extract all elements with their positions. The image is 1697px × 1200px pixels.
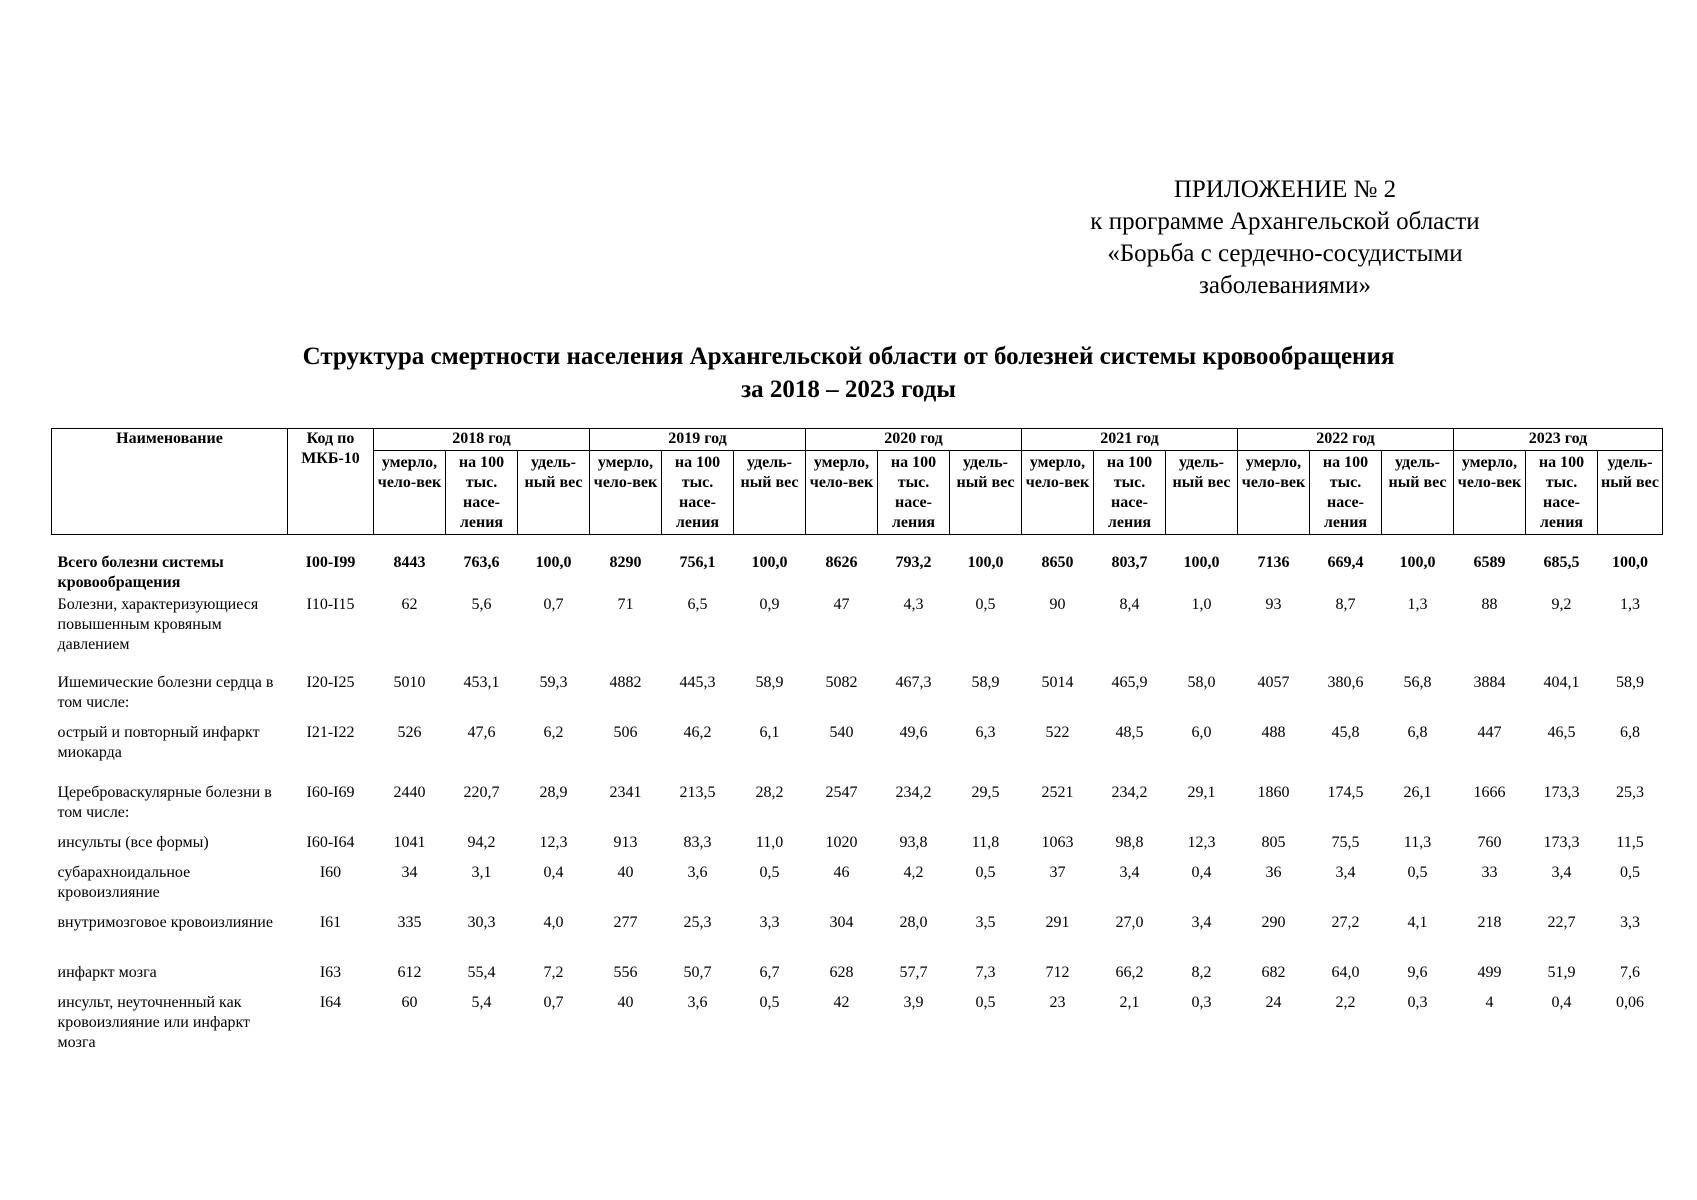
row-value: 5,4 [471,993,492,1011]
table-row [52,783,1663,833]
row-value: 499 [1477,963,1502,981]
row-value: 0,9 [759,595,780,613]
row-value: 291 [1045,913,1070,931]
row-value: 1666 [1473,783,1506,801]
row-value: 9,6 [1407,963,1428,981]
row-value: 8290 [609,554,642,571]
mortality-table [51,428,1663,1053]
row-value: 3884 [1473,673,1506,691]
row-name: Болезни, характеризующиеся повышенным кровяным давлением [57,595,259,653]
row-value: 100,0 [967,554,1004,571]
row-value: 4882 [609,673,642,691]
row-value: 28,0 [899,913,928,931]
table-row [52,863,1663,913]
row-value: 11,0 [755,833,784,851]
row-value: 6,7 [759,963,780,981]
row-code: I00-I99 [305,554,356,571]
row-value: 0,5 [759,993,780,1011]
row-name: острый и повторный инфаркт миокарда [57,723,260,761]
row-value: 173,3 [1543,833,1580,851]
row-value: 3,6 [687,863,708,881]
row-value: 83,3 [683,833,712,851]
sub-header: удель-ный вес [518,451,590,535]
row-value: 12,3 [1187,833,1216,851]
row-value: 7,2 [543,963,564,981]
header-year: 2019 год [590,429,806,451]
row-value: 12,3 [539,833,568,851]
row-value: 685,5 [1543,554,1580,571]
row-value: 5014 [1041,673,1074,691]
row-value: 0,5 [1620,863,1640,881]
row-value: 23 [1049,993,1066,1011]
appendix-line: заболеваниями» [1199,272,1371,299]
row-value: 100,0 [1612,554,1648,571]
header-year: 2018 год [374,429,590,451]
row-value: 669,4 [1327,554,1364,571]
row-value: 58,9 [1616,673,1644,691]
appendix-line: «Борьба с сердечно-сосудистыми [1107,240,1463,267]
row-value: 805 [1261,833,1286,851]
sub-header: умерло, чело-век [1238,451,1310,535]
table-row [52,963,1663,993]
row-value: 94,2 [467,833,496,851]
row-value: 11,3 [1403,833,1432,851]
row-value: 4,2 [903,863,924,881]
row-value: 45,8 [1331,723,1360,741]
row-code: I20-I25 [306,673,355,691]
row-value: 40 [617,863,634,881]
table-row [52,913,1663,963]
row-value: 48,5 [1115,723,1144,741]
row-value: 3,3 [1620,913,1640,931]
appendix-line: к программе Архангельской области [1090,208,1480,235]
row-value: 51,9 [1547,963,1576,981]
row-value: 793,2 [895,554,932,571]
row-value: 1,3 [1407,595,1428,613]
row-value: 213,5 [679,783,716,801]
row-value: 7136 [1257,554,1290,571]
sub-header: на 100 тыс. насе-ления [446,451,518,535]
table-row [52,595,1663,673]
row-value: 218 [1477,913,1502,931]
row-value: 55,4 [467,963,496,981]
row-value: 24 [1265,993,1282,1011]
row-value: 220,7 [463,783,500,801]
row-value: 8626 [825,554,858,571]
row-value: 540 [829,723,854,741]
row-value: 628 [829,963,854,981]
row-value: 8,7 [1335,595,1356,613]
header-year: 2021 год [1022,429,1238,451]
row-value: 58,9 [971,673,1000,691]
row-name: субарахноидальное кровоизлияние [57,863,191,901]
row-value: 46,2 [683,723,712,741]
row-value: 465,9 [1111,673,1148,691]
header-year: 2020 год [806,429,1022,451]
appendix-line: ПРИЛОЖЕНИЕ № 2 [1173,176,1397,203]
row-name: Ишемические болезни сердца в том числе: [57,673,274,711]
row-value: 304 [829,913,854,931]
row-value: 445,3 [679,673,716,691]
sub-header: на 100 тыс. насе-ления [662,451,734,535]
row-value: 2,2 [1335,993,1356,1011]
row-value: 612 [397,963,422,981]
row-value: 5010 [393,673,426,691]
row-value: 98,8 [1115,833,1144,851]
sub-header: умерло, чело-век [590,451,662,535]
row-value: 46,5 [1547,723,1576,741]
row-value: 34 [401,863,418,881]
row-value: 75,5 [1331,833,1360,851]
row-code: I21-I22 [306,723,355,741]
row-value: 4,1 [1407,913,1428,931]
row-value: 6,1 [759,723,780,741]
sub-header: удель-ный вес [1382,451,1454,535]
row-value: 47,6 [467,723,496,741]
row-name: внутримозговое кровоизлияние [57,913,273,931]
sub-header: на 100 тыс. насе-ления [1526,451,1598,535]
row-value: 913 [613,833,638,851]
row-name: инфаркт мозга [57,963,157,981]
row-value: 4,3 [903,595,924,613]
row-value: 60 [401,993,418,1011]
row-value: 0,5 [975,863,996,881]
row-value: 0,5 [975,993,996,1011]
row-value: 9,2 [1551,595,1572,613]
row-value: 100,0 [535,554,572,571]
row-value: 760 [1477,833,1502,851]
row-code: I60-I69 [306,783,355,801]
appendix-block [1050,174,1520,302]
row-value: 0,4 [1191,863,1212,881]
row-value: 49,6 [899,723,928,741]
row-name: Всего болезни системы кровообращения [57,554,224,591]
row-value: 27,0 [1115,913,1144,931]
row-value: 100,0 [1399,554,1436,571]
sub-header: умерло, чело-век [1022,451,1094,535]
row-value: 6,3 [975,723,996,741]
row-value: 40 [617,993,634,1011]
row-value: 0,3 [1191,993,1212,1011]
title-line-2: за 2018 – 2023 годы [741,376,956,403]
row-value: 380,6 [1327,673,1364,691]
row-value: 1,3 [1620,595,1640,613]
row-value: 712 [1045,963,1070,981]
table-row [52,993,1663,1053]
sub-header: удель-ный вес [1166,451,1238,535]
table-row [52,833,1663,863]
row-value: 58,0 [1187,673,1216,691]
row-value: 4 [1485,993,1494,1011]
row-value: 756,1 [679,554,716,571]
row-value: 1063 [1041,833,1074,851]
row-value: 37 [1049,863,1066,881]
row-value: 27,2 [1331,913,1360,931]
title-line-1: Структура смертности населения Архангельской области от болезней системы кровообращения [302,343,1395,370]
row-value: 3,4 [1335,863,1356,881]
row-name: инсульт, неуточненный как кровоизлияние или инфаркт мозга [57,993,250,1051]
row-value: 335 [397,913,422,931]
row-value: 50,7 [683,963,712,981]
row-value: 8650 [1041,554,1074,571]
row-value: 6589 [1473,554,1506,571]
row-value: 682 [1261,963,1286,981]
row-value: 556 [613,963,638,981]
row-value: 11,8 [971,833,1000,851]
row-value: 6,0 [1191,723,1212,741]
row-value: 1860 [1257,783,1290,801]
row-value: 42 [833,993,850,1011]
row-value: 2547 [825,783,858,801]
row-value: 0,7 [543,993,564,1011]
row-value: 36 [1265,863,1282,881]
row-value: 290 [1261,913,1286,931]
row-value: 7,3 [975,963,996,981]
row-value: 8,4 [1119,595,1140,613]
row-value: 234,2 [1111,783,1148,801]
row-value: 1041 [393,833,426,851]
row-value: 56,8 [1403,673,1432,691]
row-value: 763,6 [463,554,500,571]
row-value: 59,3 [539,673,568,691]
row-value: 3,4 [1551,863,1572,881]
row-value: 22,7 [1547,913,1576,931]
row-value: 506 [613,723,638,741]
table-row [52,723,1663,783]
row-value: 71 [617,595,634,613]
row-value: 2341 [609,783,642,801]
row-value: 277 [613,913,638,931]
row-code: I61 [319,913,342,931]
row-value: 526 [397,723,422,741]
row-value: 2521 [1041,783,1074,801]
header-code: Код по МКБ-10 [288,429,374,535]
table-row [52,535,1663,595]
row-value: 66,2 [1115,963,1144,981]
row-value: 30,3 [467,913,496,931]
row-value: 6,5 [687,595,708,613]
row-value: 8443 [393,554,426,571]
row-value: 25,3 [683,913,712,931]
sub-header: умерло, чело-век [806,451,878,535]
row-value: 467,3 [895,673,932,691]
row-value: 93 [1265,595,1282,613]
sub-header: удель-ный вес [734,451,806,535]
row-value: 57,7 [899,963,928,981]
row-value: 4,0 [543,913,564,931]
row-value: 28,9 [539,783,568,801]
row-value: 3,6 [687,993,708,1011]
row-value: 453,1 [463,673,500,691]
row-value: 62 [401,595,418,613]
row-value: 3,9 [903,993,924,1011]
row-value: 3,5 [975,913,996,931]
row-value: 174,5 [1327,783,1364,801]
row-value: 46 [833,863,850,881]
row-value: 100,0 [751,554,788,571]
row-value: 3,4 [1191,913,1212,931]
row-value: 64,0 [1331,963,1360,981]
row-value: 5,6 [471,595,492,613]
header-year: 2023 год [1454,429,1663,451]
row-value: 173,3 [1543,783,1580,801]
row-value: 0,5 [1407,863,1428,881]
header-year: 2022 год [1238,429,1454,451]
table-row [52,673,1663,723]
row-value: 234,2 [895,783,932,801]
row-value: 0,5 [975,595,996,613]
row-value: 447 [1477,723,1502,741]
row-value: 0,06 [1616,993,1644,1011]
row-value: 29,5 [971,783,1000,801]
row-value: 8,2 [1191,963,1212,981]
row-value: 3,1 [471,863,492,881]
row-code: I60-I64 [306,833,355,851]
row-value: 2440 [393,783,426,801]
row-value: 3,4 [1119,863,1140,881]
header-name: Наименование [52,429,288,535]
row-value: 2,1 [1119,993,1140,1011]
row-code: I10-I15 [306,595,355,613]
row-value: 3,3 [759,913,780,931]
row-name: инсульты (все формы) [57,833,209,851]
row-value: 0,5 [759,863,780,881]
row-value: 4057 [1257,673,1290,691]
row-value: 0,3 [1407,993,1428,1011]
row-value: 100,0 [1183,554,1220,571]
row-value: 6,8 [1407,723,1428,741]
row-value: 0,7 [543,595,564,613]
row-code: I63 [319,963,342,981]
row-value: 26,1 [1403,783,1432,801]
row-value: 0,4 [1551,993,1572,1011]
row-value: 29,1 [1187,783,1216,801]
sub-header: на 100 тыс. насе-ления [878,451,950,535]
row-value: 1020 [825,833,858,851]
sub-header: на 100 тыс. насе-ления [1310,451,1382,535]
document-title [0,340,1697,406]
row-value: 88 [1481,595,1498,613]
row-value: 47 [833,595,850,613]
row-code: I60 [319,863,342,881]
row-value: 522 [1045,723,1070,741]
row-value: 90 [1049,595,1066,613]
sub-header: умерло, чело-век [1454,451,1526,535]
sub-header: удель-ный вес [950,451,1022,535]
row-value: 93,8 [899,833,928,851]
row-value: 1,0 [1191,595,1212,613]
sub-header: умерло, чело-век [374,451,446,535]
row-value: 404,1 [1543,673,1580,691]
row-value: 803,7 [1111,554,1148,571]
sub-header: на 100 тыс. насе-ления [1094,451,1166,535]
row-value: 0,4 [543,863,564,881]
row-value: 5082 [825,673,858,691]
row-value: 28,2 [755,783,784,801]
row-value: 6,2 [543,723,564,741]
row-value: 7,6 [1620,963,1640,981]
row-value: 488 [1261,723,1286,741]
sub-header: удель-ный вес [1598,451,1663,535]
row-value: 25,3 [1616,783,1644,801]
row-value: 6,8 [1620,723,1640,741]
row-code: I64 [319,993,342,1011]
row-value: 11,5 [1616,833,1644,851]
row-name: Цереброваскулярные болезни в том числе: [57,783,272,821]
row-value: 58,9 [755,673,784,691]
row-value: 33 [1481,863,1498,881]
